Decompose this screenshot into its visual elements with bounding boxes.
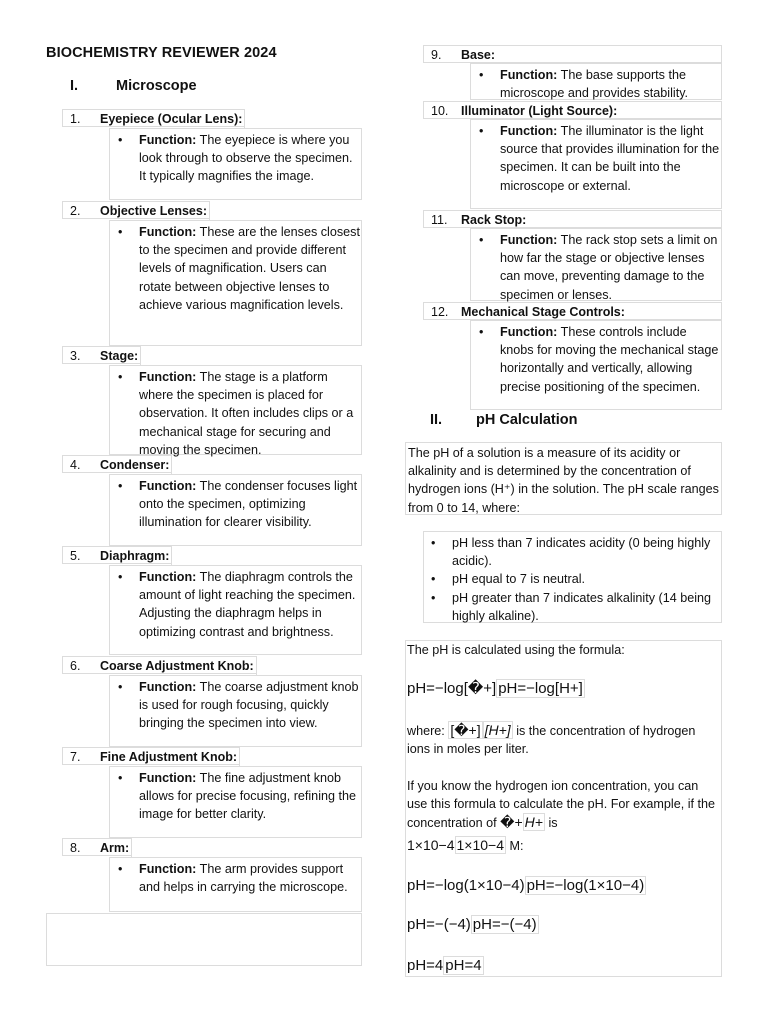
item-title: Stage:	[100, 347, 141, 365]
section-title: Microscope	[116, 78, 197, 94]
bullet-icon: •	[431, 590, 436, 605]
formula-intro: The pH is calculated using the formula:	[407, 643, 625, 657]
bullet-icon: •	[118, 570, 123, 584]
formula-raw: pH=−log[�+]	[407, 680, 497, 697]
item-number: 3.	[70, 349, 81, 363]
function-text: The condenser focuses light onto the specimen, optimizing illumination for clearer visibility.	[139, 479, 358, 530]
function-text: The eyepiece is where you look through to observe the specimen. It typically magnifies the image.	[139, 133, 353, 184]
example-paragraph	[407, 777, 721, 833]
function-label: Function:	[139, 862, 197, 876]
bullet-icon: •	[118, 479, 123, 493]
concentration-unit: M:	[506, 839, 524, 853]
bullet-icon: •	[479, 68, 484, 82]
list-item-text: pH less than 7 indicates acidity (0 being highly acidic).	[452, 536, 711, 569]
function-text: The diaphragm controls the amount of light reaching the specimen. Adjusting the diaphragm helps in optimizing contrast and brightness.	[139, 570, 356, 639]
item-heading	[62, 747, 240, 765]
function-description	[470, 119, 722, 209]
function-label: Function:	[500, 233, 558, 247]
item-number: 2.	[70, 204, 81, 218]
function-description	[109, 365, 362, 455]
ph-intro-paragraph: The pH of a solution is a measure of its acidity or alkalinity and is determined by the concentration of hydrogen ions (H⁺) in the solution. The pH scale ranges from 0 to 14, where:	[405, 442, 722, 515]
item-heading	[62, 838, 132, 856]
bullet-icon: •	[118, 771, 123, 785]
empty-cell	[46, 913, 362, 966]
section-number: II.	[430, 412, 443, 428]
function-label: Function:	[500, 68, 558, 82]
list-item-text: pH equal to 7 is neutral.	[452, 572, 586, 587]
item-heading	[423, 210, 722, 228]
item-heading	[423, 101, 722, 119]
example-text: If you know the hydrogen ion concentration, you can use this formula to calculate the pH. For example, if the concentration of	[407, 779, 715, 831]
function-text: The base supports the microscope and provides stability.	[500, 68, 689, 101]
item-title: Illuminator (Light Source):	[461, 104, 618, 118]
function-description	[470, 228, 722, 301]
step-rendered: pH=−log(1×10−4)	[526, 877, 645, 894]
where-paragraph	[407, 721, 721, 758]
function-description	[470, 63, 722, 100]
step-raw: pH=−log(1×10−4)	[407, 877, 525, 894]
function-text: The fine adjustment knob allows for precise focusing, refining the image for better clarity.	[139, 771, 357, 822]
bullet-icon: •	[118, 370, 123, 384]
bullet-icon: •	[118, 680, 123, 694]
function-label: Function:	[139, 225, 197, 239]
item-title: Coarse Adjustment Knob:	[100, 657, 257, 675]
function-description	[109, 675, 362, 747]
calc-step-2	[407, 916, 539, 933]
function-description	[109, 128, 362, 200]
where-prefix: where:	[407, 724, 449, 738]
item-number: 6.	[70, 659, 81, 673]
item-number: 5.	[70, 549, 81, 563]
function-label: Function:	[139, 771, 197, 785]
bullet-icon: •	[479, 233, 484, 247]
formula-line	[407, 679, 585, 697]
function-label: Function:	[139, 570, 197, 584]
bullet-icon: •	[118, 225, 123, 239]
item-heading	[62, 109, 245, 127]
function-label: Function:	[500, 325, 558, 339]
bullet-icon: •	[479, 124, 484, 138]
function-label: Function:	[139, 370, 197, 384]
item-title: Rack Stop:	[461, 213, 527, 227]
item-number: 11.	[431, 213, 448, 227]
function-text: These controls include knobs for moving the mechanical stage horizontally and vertically, allowing precise positioning of the specimen.	[500, 325, 719, 394]
concentration-line	[407, 837, 524, 853]
item-title: Condenser:	[100, 456, 172, 474]
item-title: Arm:	[100, 839, 132, 857]
section-number: I.	[70, 78, 79, 94]
bullet-icon: •	[431, 536, 436, 550]
example-is: is	[544, 816, 558, 831]
item-heading	[62, 455, 172, 473]
item-number: 4.	[70, 458, 81, 472]
section-heading-microscope	[70, 78, 197, 94]
bullet-icon: •	[431, 572, 436, 587]
item-heading	[423, 302, 722, 320]
function-label: Function:	[139, 680, 197, 694]
function-text: The arm provides support and helps in carrying the microscope.	[139, 862, 348, 895]
list-item	[424, 589, 721, 625]
concentration-rendered: 1×10−4	[456, 837, 504, 853]
item-number: 10.	[431, 104, 449, 118]
ph-scale-list	[423, 531, 722, 623]
function-text: These are the lenses closest to the specimen and provide different levels of magnification. Users can rotate between objective lenses to achieve various magnification levels.	[139, 225, 360, 312]
item-number: 8.	[70, 841, 81, 855]
list-item	[424, 534, 721, 570]
item-title: Base:	[461, 48, 496, 62]
function-text: The rack stop sets a limit on how far the stage or objective lenses can move, preventing damage to the specimen or lenses.	[500, 233, 718, 302]
item-heading	[62, 546, 172, 564]
item-title: Diaphragm:	[100, 547, 172, 565]
function-label: Function:	[139, 133, 197, 147]
item-number: 7.	[70, 750, 81, 764]
calc-step-3	[407, 957, 484, 974]
item-title: Mechanical Stage Controls:	[461, 305, 625, 319]
item-heading	[62, 656, 257, 674]
function-text: The coarse adjustment knob is used for rough focusing, quickly bringing the specimen into view.	[139, 680, 359, 731]
item-title: Objective Lenses:	[100, 202, 210, 220]
step-rendered: pH=−(−4)	[472, 916, 537, 933]
function-description	[109, 565, 362, 655]
item-heading	[423, 45, 722, 63]
example-symbol-raw: �+	[500, 814, 523, 831]
function-text: The stage is a platform where the specimen is placed for observation. It often includes clips or a mechanical stage for securing and moving the specimen.	[139, 370, 354, 457]
section-title: pH Calculation	[476, 412, 578, 428]
item-title: Eyepiece (Ocular Lens):	[100, 110, 245, 128]
item-title: Fine Adjustment Knob:	[100, 748, 240, 766]
function-description	[470, 320, 722, 410]
function-description	[109, 474, 362, 546]
bullet-icon: •	[479, 325, 484, 339]
where-suffix: is the concentration of hydrogen ions in moles per liter.	[407, 724, 696, 757]
step-rendered: pH=4	[445, 957, 482, 974]
formula-box	[405, 640, 722, 977]
section-heading-ph	[430, 412, 578, 428]
where-symbol: [H+]	[484, 722, 511, 738]
function-text: The illuminator is the light source that provides illumination for the specimen. It can be built into the microscope or external.	[500, 124, 720, 193]
document-title: BIOCHEMISTRY REVIEWER 2024	[46, 45, 277, 61]
bullet-icon: •	[118, 133, 123, 147]
bullet-icon: •	[118, 862, 123, 876]
concentration-raw: 1×10−4	[407, 837, 455, 853]
step-raw: pH=−(−4)	[407, 916, 471, 933]
list-item-text: pH greater than 7 indicates alkalinity (14 being highly alkaline).	[452, 590, 712, 623]
function-description	[109, 766, 362, 838]
item-number: 12.	[431, 305, 449, 319]
item-number: 1.	[70, 112, 81, 126]
formula-rendered: pH=−log[H+]	[498, 680, 583, 697]
item-number: 9.	[431, 48, 442, 62]
function-description	[109, 220, 362, 346]
function-label: Function:	[500, 124, 558, 138]
where-symbol-raw: [�+]	[450, 722, 481, 738]
function-description	[109, 857, 362, 912]
step-raw: pH=4	[407, 957, 444, 974]
function-label: Function:	[139, 479, 197, 493]
example-symbol: H+	[524, 814, 543, 831]
item-heading	[62, 346, 141, 364]
item-heading	[62, 201, 210, 219]
calc-step-1	[407, 877, 646, 894]
list-item	[424, 570, 721, 588]
